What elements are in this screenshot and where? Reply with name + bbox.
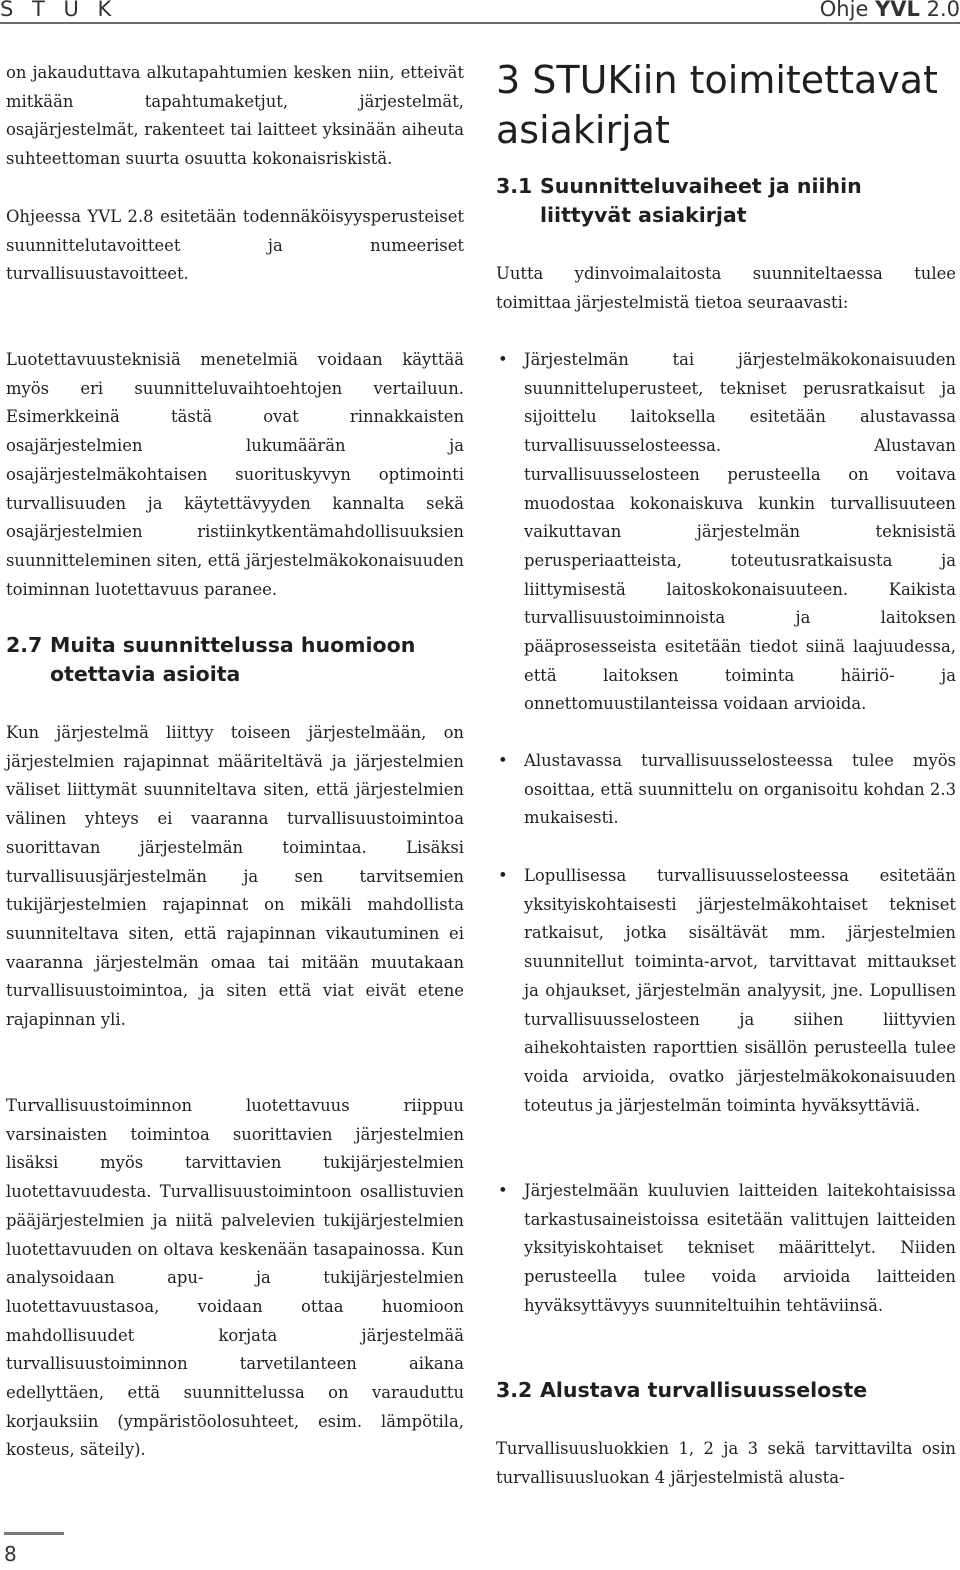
list-item	[496, 1177, 956, 1321]
bullet-icon: •	[498, 751, 508, 770]
list-item-text: Lopullisessa turvallisuusselosteessa esitetään yksityiskohtaisesti järjestelmäkohtaiset tekniset ratkaisut, jotka sisältävät mm. järjestelmien suunnitellut toiminta-arvot, tarvittavat mittaukset ja ohjaukset, järjestelmän analyysit, jne. Lopullisen turvallisuusselosteen ja siihen liittyvien aihekohtaisten raporttien sisällön perusteella tulee voida arvioida, ovatko järjestelmäkokonaisuuden toteutus ja järjestelmän toiminta hyväksyttäviä.	[524, 866, 956, 1115]
list-item-text: Järjestelmään kuuluvien laitteiden laitekohtaisissa tarkastusaineistoissa esitetään valittujen laitteiden yksityiskohtaiset tekniset määrittelyt. Niiden perusteella tulee voida arvioida laitteiden hyväksyttävyys suunniteltuihin tehtäviinsä.	[524, 1181, 956, 1315]
paragraph-safety-classes: Turvallisuusluokkien 1, 2 ja 3 sekä tarvittavilta osin turvallisuusluokan 4 järjestelmistä alusta-	[496, 1439, 956, 1487]
list-item	[496, 747, 956, 833]
section-3-1-heading	[496, 172, 956, 230]
paragraph-support-systems: Turvallisuustoiminnon luotettavuus riippuu varsinaisten toimintoa suorittavien järjestelmien lisäksi myös tarvittavien tukijärjestelmien luotettavuudesta. Turvallisuustoimintoon osallistuvien pääjärjestelmien ja niitä palvelevien tukijärjestelmien luotettavuuden on oltava keskenään tasapainossa. Kun analysoidaan apu- ja tukijärjestelmien luotettavuustasoa, voidaan ottaa huomioon mahdollisuudet korjata järjestelmää turvallisuustoiminnon tarvetilanteen aikana edellyttäen, että suunnittelussa on varauduttu korjauksiin (ympäristöolosuhteet, esim. lämpötila, kosteus, säteily).	[6, 1096, 464, 1460]
section-3-1-title: Suunnitteluvaiheet ja niihin liittyvät asiakirjat	[540, 174, 862, 227]
paragraph-interfaces: Kun järjestelmä liittyy toiseen järjestelmään, on järjestelmien rajapinnat määriteltävä ja järjestelmien väliset liittymät suunniteltava siten, että järjestelmien välinen yhteys ei vaaranna turvallisuustoimintoa suorittavan järjestelmän toimintaa. Lisäksi turvallisuusjärjestelmän ja sen tarvitsemien tukijärjestelmien rajapinnat on mikäli mahdollista suunniteltava siten, että rajapinnan vikautuminen ei vaaranna järjestelmän omaa tai mitään muutakaan turvallisuustoimintoa, ja siten että viat eivät etene rajapinnan yli.	[6, 723, 464, 1030]
stuk-logo-text: S T U K	[0, 0, 118, 21]
section-2-7-title: Muita suunnittelussa huomioon otettavia asioita	[50, 633, 416, 686]
guide-identifier	[820, 0, 960, 21]
guide-code: YVL	[875, 0, 920, 21]
section-2-7-heading	[6, 631, 464, 689]
section-2-7-number: 2.7	[6, 633, 43, 657]
chapter-3-heading	[496, 55, 956, 155]
bullet-icon: •	[498, 866, 508, 885]
paragraph-continuation: on jakauduttava alkutapahtumien kesken niin, etteivät mitkään tapahtumaketjut, järjestelmät, osajärjestelmät, rakenteet tai laitteet yksinään aiheuta suhteettoman suurta osuutta kokonaisriskistä.	[6, 63, 464, 169]
list-item	[496, 346, 956, 719]
chapter-3-title: STUKiin toimitettavat asiakirjat	[496, 58, 938, 152]
section-3-2-title: Alustava turvallisuusseloste	[540, 1378, 868, 1402]
paragraph-yvl-2-8: Ohjeessa YVL 2.8 esitetään todennäköisyysperusteiset suunnittelutavoitteet ja numeeriset turvallisuustavoitteet.	[6, 207, 464, 284]
header-divider	[0, 22, 960, 24]
guide-number: 2.0	[926, 0, 960, 21]
bullet-icon: •	[498, 1181, 508, 1200]
section-3-2-number: 3.2	[496, 1378, 533, 1402]
list-item-text: Järjestelmän tai järjestelmäkokonaisuuden suunnitteluperusteet, tekniset perusratkaisut ja sijoittelu laitoksella esitetään alustavassa turvallisuusselosteessa. Alustavan turvallisuusselosteen perusteella on voitava muodostaa kokonaiskuva kunkin turvallisuuteen vaikuttavan järjestelmän teknisistä perusperiaatteista, toteutusratkaisusta ja liittymisestä laitoskokonaisuuteen. Kaikista turvallisuustoiminnoista ja laitoksen pääprosesseista esitetään tiedot siinä laajuudessa, että laitoksen toiminta häiriö- ja onnettomuustilanteissa voidaan arvioida.	[524, 350, 956, 714]
page-number: 8	[4, 1542, 17, 1566]
paragraph-reliability-methods: Luotettavuusteknisiä menetelmiä voidaan käyttää myös eri suunnitteluvaihtoehtojen vertailuun. Esimerkkeinä tästä ovat rinnakkaisten osajärjestelmien lukumäärän ja osajärjestelmäkohtaisen suorituskyvyn optimointi turvallisuuden ja käytettävyyden kannalta sekä osajärjestelmien ristiinkytkentämahdollisuuksien suunnitteleminen siten, että järjestelmäkokonaisuuden toiminnan luotettavuus paranee.	[6, 350, 464, 599]
section-3-2-heading	[496, 1376, 956, 1405]
list-item-text: Alustavassa turvallisuusselosteessa tulee myös osoittaa, että suunnittelu on organisoitu kohdan 2.3 mukaisesti.	[524, 751, 956, 828]
guide-prefix: Ohje	[819, 0, 869, 21]
list-item	[496, 862, 956, 1120]
paragraph-intro: Uutta ydinvoimalaitosta suunniteltaessa tulee toimittaa järjestelmistä tietoa seuraavasti:	[496, 264, 956, 312]
footer-divider	[4, 1532, 64, 1535]
bullet-icon: •	[498, 350, 508, 369]
chapter-3-number: 3	[496, 58, 521, 102]
section-3-1-number: 3.1	[496, 174, 533, 198]
